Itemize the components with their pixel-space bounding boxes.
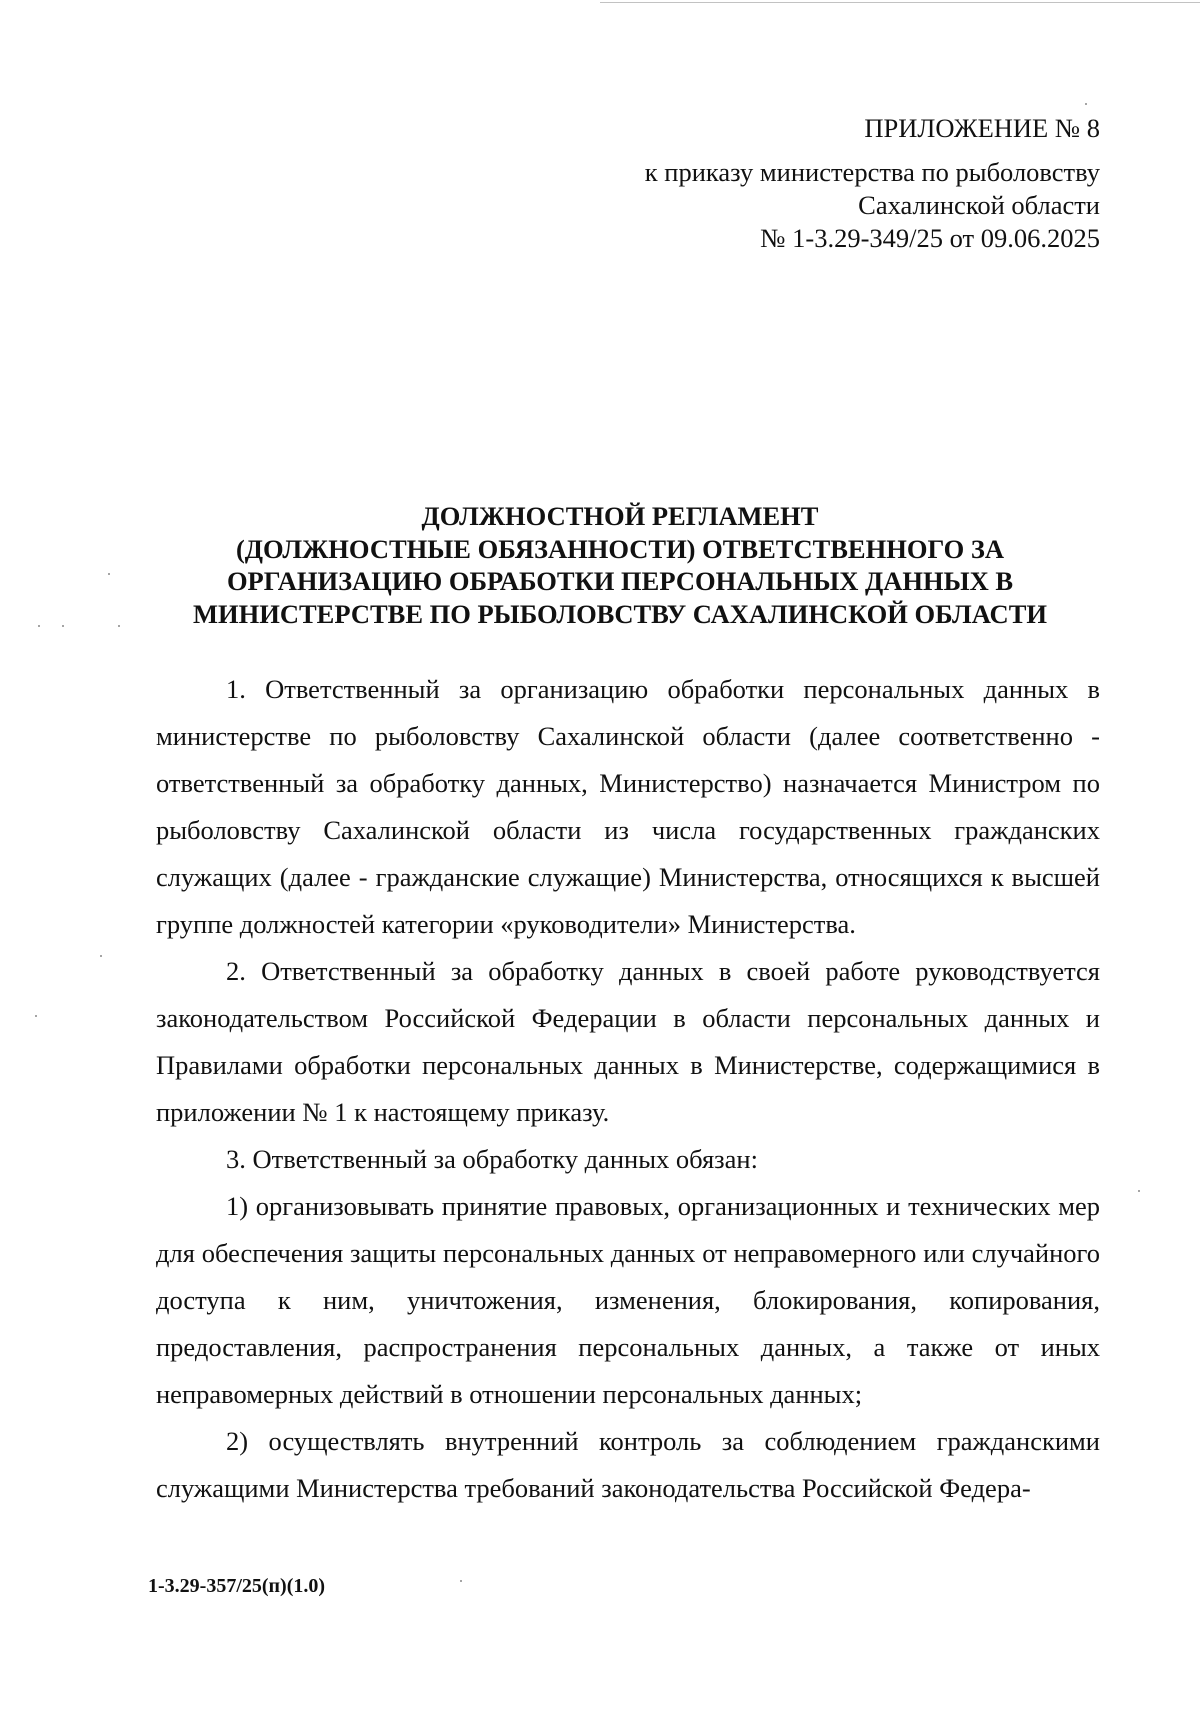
scan-speck: [1138, 1190, 1140, 1192]
paragraph-3-item-2: 2) осуществлять внутренний контроль за соблюдением гражданскими служащими Министерства требований законодательства Российской Федера-: [156, 1426, 1100, 1503]
annex-label: ПРИЛОЖЕНИЕ № 8: [864, 113, 1100, 143]
title-line-3: ОРГАНИЗАЦИЮ ОБРАБОТКИ ПЕРСОНАЛЬНЫХ ДАННЫХ В: [226, 566, 1014, 596]
scan-speck: [38, 625, 40, 627]
paragraph-1: 1. Ответственный за организацию обработки персональных данных в министерстве по рыболовству Сахалинской области (далее соответственно - ответственный за обработку данных, Министерство) назначается Министром по рыболовству Сахалинской области из числа государственных гражданских служащих (далее - гражданские служащие) Министерства, относящихся к высшей группе должностей категории «руководители» Министерства.: [156, 674, 1100, 939]
scan-edge-line: [600, 2, 1200, 3]
document-title: [140, 500, 1100, 630]
paragraph-3-item-1: 1) организовывать принятие правовых, организационных и технических мер для обеспечения защиты персональных данных от неправомерного или случайного доступа к ним, уничтожения, изменения, блокирования, копирования, предоставления, распространения персональных данных, а также от иных неправомерных действий в отношении персональных данных;: [156, 1191, 1100, 1409]
order-reference-line-1: к приказу министерства по рыболовству: [644, 157, 1100, 187]
scan-speck: [35, 1015, 37, 1017]
title-line-4: МИНИСТЕРСТВЕ ПО РЫБОЛОВСТВУ САХАЛИНСКОЙ ОБЛАСТИ: [193, 598, 1047, 629]
scan-speck: [108, 573, 110, 575]
document-body: [156, 666, 1100, 1512]
order-reference-line-2: Сахалинской области: [858, 190, 1100, 220]
title-line-1: ДОЛЖНОСТНОЙ РЕГЛАМЕНТ: [421, 501, 819, 531]
scan-speck: [100, 955, 102, 957]
scan-speck: [62, 625, 64, 627]
title-line-2: (ДОЛЖНОСТНЫЕ ОБЯЗАННОСТИ) ОТВЕТСТВЕННОГО ЗА: [235, 533, 1005, 564]
annex-header: [645, 112, 1100, 255]
scan-speck: [118, 625, 120, 627]
order-reference-line-3: № 1-3.29-349/25 от 09.06.2025: [760, 223, 1100, 253]
document-code: 1-3.29-357/25(п)(1.0): [148, 1575, 326, 1597]
paragraph-3: 3. Ответственный за обработку данных обязан:: [226, 1144, 758, 1174]
scan-speck: [1085, 103, 1087, 105]
scan-speck: [460, 1580, 462, 1582]
paragraph-2: 2. Ответственный за обработку данных в своей работе руководствуется законодательством Российской Федерации в области персональных данных и Правилами обработки персональных данных в Министерстве, содержащимися в приложении № 1 к настоящему приказу.: [156, 956, 1100, 1127]
